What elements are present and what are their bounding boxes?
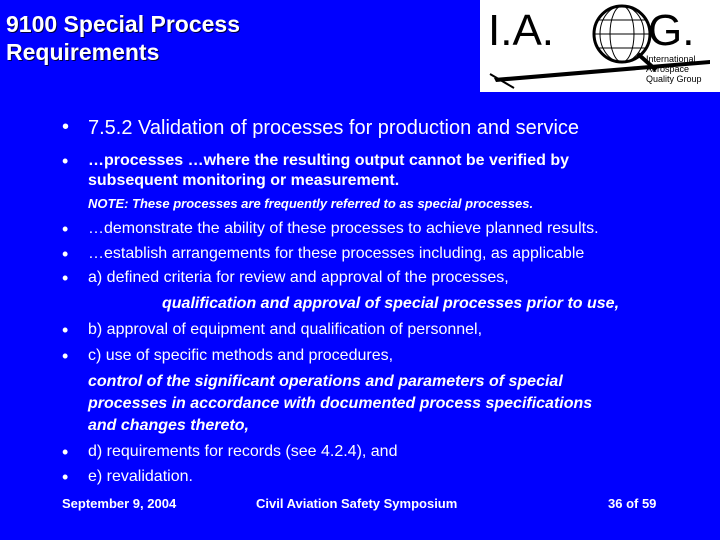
footer-date: September 9, 2004 — [62, 496, 177, 511]
footer-event: Civil Aviation Safety Symposium — [256, 496, 458, 511]
bullet-icon: • — [62, 320, 69, 340]
bullet-text: d) requirements for records (see 4.2.4), and — [88, 443, 398, 460]
bullet-text: e) revalidation. — [88, 468, 193, 485]
bullet-continuation: qualification and approval of special processes prior to use, — [162, 295, 620, 312]
slide-title: 9100 Special Process Requirements — [6, 11, 240, 65]
note-text: NOTE: These processes are frequently referred to as special processes. — [88, 196, 534, 211]
logo-text-right: G. — [648, 6, 695, 55]
bullet-text: …demonstrate the ability of these processes to achieve planned results. — [88, 220, 599, 237]
section-heading: 7.5.2 Validation of processes for production and service — [88, 117, 580, 139]
bullet-icon: • — [62, 151, 69, 171]
bullet-icon: • — [62, 268, 69, 288]
bullet-text: b) approval of equipment and qualification of personnel, — [88, 321, 483, 338]
bullet-text: subsequent monitoring or measurement. — [88, 172, 400, 189]
bullet-icon: • — [62, 244, 69, 264]
bullet-continuation: and changes thereto, — [88, 417, 249, 434]
bullet-text: …establish arrangements for these processes including, as applicable — [88, 245, 585, 262]
bullet-icon: • — [62, 116, 70, 138]
bullet-icon: • — [62, 219, 69, 239]
logo-subtitle: International Aerospace Quality Group — [646, 54, 702, 84]
bullet-icon: • — [62, 346, 69, 366]
bullet-continuation: control of the significant operations and parameters of special — [88, 373, 563, 390]
bullet-continuation: processes in accordance with documented process specifications — [88, 395, 593, 412]
bullet-text: c) use of specific methods and procedures, — [88, 347, 394, 364]
footer-page-number: 36 of 59 — [608, 496, 657, 511]
bullet-text: a) defined criteria for review and approval of the processes, — [88, 269, 509, 286]
logo-text-left: I.A. — [488, 6, 555, 55]
bullet-icon: • — [62, 467, 69, 487]
bullet-text: …processes …where the resulting output cannot be verified by — [88, 152, 569, 169]
bullet-icon: • — [62, 442, 69, 462]
